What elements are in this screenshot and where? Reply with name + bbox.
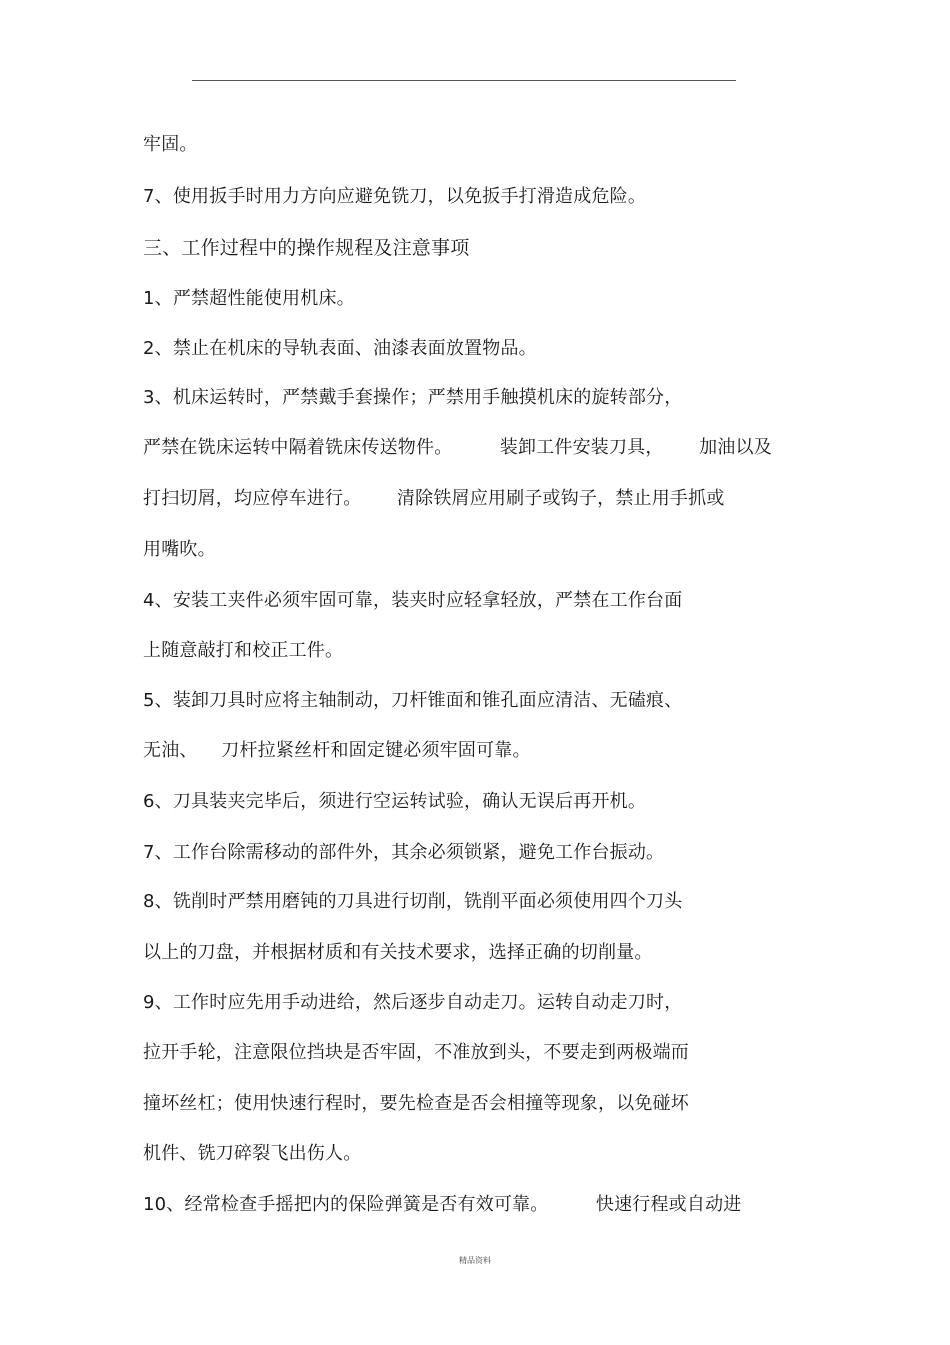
text-line: 10、经常检查手摇把内的保险弹簧是否有效可靠。 快速行程或自动进	[143, 1194, 742, 1215]
text-line: 5、装卸刀具时应将主轴制动，刀杆锥面和锥孔面应清洁、无磕痕、	[143, 690, 683, 711]
text-line: 机件、铣刀碎裂飞出伤人。	[143, 1143, 362, 1164]
text-line: 3、机床运转时，严禁戴手套操作；严禁用手触摸机床的旋转部分，	[143, 387, 683, 408]
text-line: 1、严禁超性能使用机床。	[143, 288, 355, 309]
text-line: 7、使用扳手时用力方向应避免铣刀，以免扳手打滑造成危险。	[143, 186, 647, 207]
text-line: 6、刀具装夹完毕后，须进行空运转试验，确认无误后再开机。	[143, 791, 647, 812]
text-line: 撞坏丝杠；使用快速行程时，要先检查是否会相撞等现象，以免碰坏	[143, 1093, 689, 1114]
page-footer: 精品资料	[459, 1256, 491, 1265]
text-line: 上随意敲打和校正工件。	[143, 640, 344, 661]
text-line: 2、禁止在机床的导轨表面、油漆表面放置物品。	[143, 338, 537, 359]
text-line: 9、工作时应先用手动进给，然后逐步自动走刀。运转自动走刀时，	[143, 992, 683, 1013]
text-line: 以上的刀盘，并根据材质和有关技术要求，选择正确的切削量。	[143, 942, 653, 963]
section-heading: 三、工作过程中的操作规程及注意事项	[143, 237, 470, 259]
text-line: 打扫切屑，均应停车进行。 清除铁屑应用刷子或钩子，禁止用手抓或	[143, 488, 725, 509]
header-rule	[192, 80, 736, 81]
text-line: 7、工作台除需移动的部件外，其余必须锁紧，避免工作台振动。	[143, 842, 665, 863]
text-line: 8、铣削时严禁用磨钝的刀具进行切削，铣削平面必须使用四个刀头	[143, 891, 683, 912]
text-line: 4、安装工夹件必须牢固可靠，装夹时应轻拿轻放，严禁在工作台面	[143, 590, 683, 611]
text-line: 牢固。	[143, 134, 198, 155]
text-line: 用嘴吹。	[143, 539, 216, 560]
text-line: 无油、 刀杆拉紧丝杆和固定键必须牢固可靠。	[143, 740, 531, 761]
text-line: 严禁在铣床运转中隔着铣床传送物件。 装卸工件安装刀具， 加油以及	[143, 437, 772, 458]
text-line: 拉开手轮，注意限位挡块是否牢固，不准放到头，不要走到两极端而	[143, 1042, 689, 1063]
